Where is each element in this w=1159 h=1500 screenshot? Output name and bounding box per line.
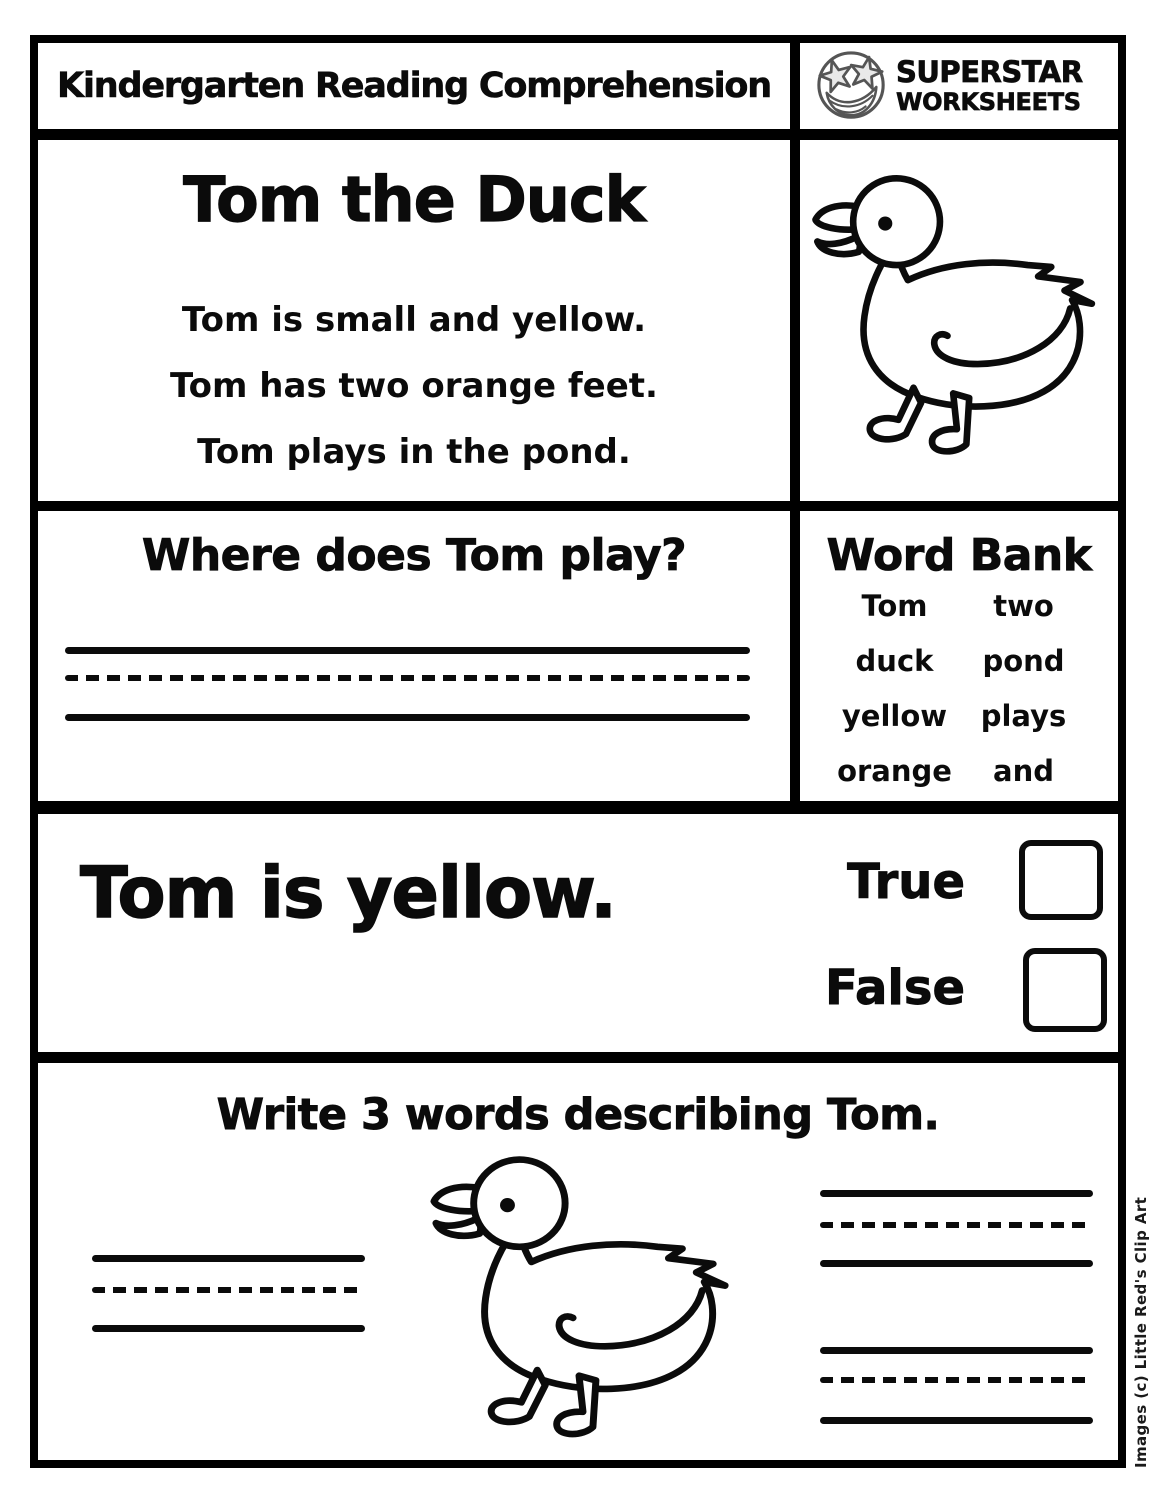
image-attribution: Images (c) Little Red's Clip Art — [1132, 1196, 1150, 1468]
word-bank-list — [800, 578, 1118, 798]
duck-clipart-image — [806, 170, 1106, 462]
word-bank-word: two — [993, 588, 1054, 623]
page-title: Kindergarten Reading Comprehension — [57, 66, 771, 106]
writing-line-solid — [65, 647, 750, 654]
story-sentence: Tom has two orange feet. — [170, 366, 658, 406]
writing-line-dashed — [820, 1377, 1093, 1383]
logo-line-worksheets: WORKSHEETS — [896, 88, 1081, 116]
story-text — [38, 287, 790, 485]
star-smiley-icon — [815, 49, 889, 123]
story-title: Tom the Duck — [183, 163, 645, 236]
writing-line-solid — [92, 1325, 365, 1332]
story-sentence: Tom plays in the pond. — [197, 432, 631, 472]
writing-line-solid — [65, 714, 750, 721]
word-bank-word: yellow — [841, 698, 948, 733]
section-divider — [38, 501, 1118, 511]
logo-wordmark — [896, 55, 1083, 116]
question-prompt: Where does Tom play? — [141, 530, 687, 581]
section-divider — [38, 129, 1118, 140]
writing-line-dashed — [820, 1222, 1093, 1228]
true-false-statement: Tom is yellow. — [80, 852, 616, 934]
writing-line-solid — [820, 1417, 1093, 1424]
word-bank-word: Tom — [861, 588, 928, 623]
true-label: True — [847, 854, 965, 910]
section-divider — [38, 801, 1118, 814]
logo-line-superstar: SUPERSTAR — [896, 55, 1083, 89]
writing-line-solid — [820, 1260, 1093, 1267]
write-words-prompt: Write 3 words describing Tom. — [216, 1090, 940, 1140]
word-bank-word: orange — [837, 753, 952, 788]
true-checkbox[interactable] — [1019, 840, 1103, 920]
word-bank-word: plays — [980, 698, 1067, 733]
word-bank-word: duck — [855, 643, 934, 678]
writing-line-dashed — [65, 675, 750, 681]
column-divider — [790, 43, 800, 814]
writing-line-solid — [820, 1347, 1093, 1354]
superstar-worksheets-logo — [800, 43, 1118, 129]
false-label: False — [825, 960, 965, 1016]
writing-line-solid — [92, 1255, 365, 1262]
section-divider — [38, 1052, 1118, 1063]
word-bank-word: and — [993, 753, 1054, 788]
duck-clipart-image — [424, 1152, 740, 1444]
word-bank-title: Word Bank — [826, 530, 1092, 581]
word-bank-word: pond — [982, 643, 1065, 678]
writing-line-solid — [820, 1190, 1093, 1197]
story-sentence: Tom is small and yellow. — [181, 300, 647, 340]
false-checkbox[interactable] — [1023, 948, 1107, 1032]
writing-line-dashed — [92, 1287, 365, 1293]
